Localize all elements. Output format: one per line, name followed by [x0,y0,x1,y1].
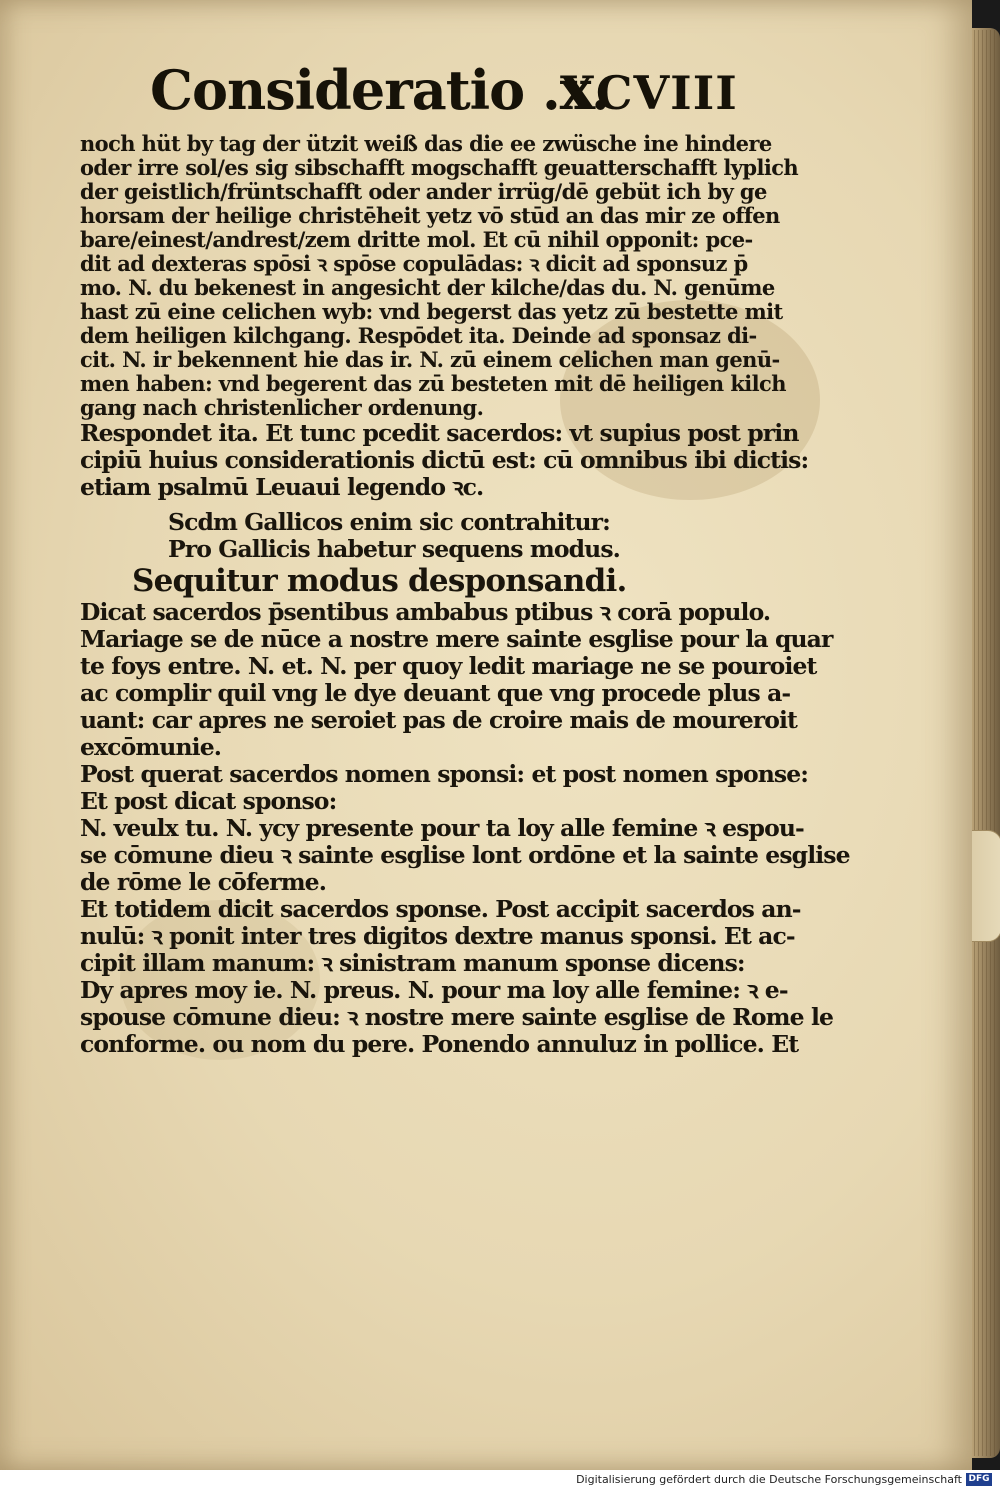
latin-block [80,419,809,501]
page-header [150,58,750,138]
text-line: Mariage se de nūce a nostre mere sainte esglise pour la quar [80,625,833,653]
text-line: cipit illam manum: ꝛ sinistram manum sponse dicens: [80,949,745,977]
text-line: spouse cōmune dieu: ꝛ nostre mere sainte esglise de Rome le [80,1003,834,1031]
text-line: noch hüt by tag der ützit weiß das die ee zwüsche ine hindere [80,131,772,156]
text-line: etiam psalmū Leuaui legendo ꝛc. [80,473,484,501]
text-line: hast zū eine celichen wyb: vnd begerst das yetz zū bestette mit [80,299,783,324]
text-line: Post querat sacerdos nomen sponsi: et post nomen sponse: [80,760,809,788]
text-line: gang nach christenlicher ordenung. [80,395,484,420]
text-line: Et post dicat sponso: [80,787,337,815]
running-head: Consideratio .x. [150,58,609,122]
rubric-line: Scdm Gallicos enim sic contrahitur: [168,508,610,536]
text-line: conforme. ou nom du pere. Ponendo annuluz in pollice. Et [80,1030,799,1058]
text-line: Et totidem dicit sacerdos sponse. Post accipit sacerdos an- [80,895,801,923]
text-line: cipiū huius considerationis dictū est: cū omnibus ibi dictis: [80,446,809,474]
text-line: N. veulx tu. N. ycy presente pour ta loy alle femine ꝛ espou- [80,814,804,842]
folio-number: XCVIII [560,66,738,120]
dfg-logo-icon: DFG [966,1473,992,1486]
text-line: men haben: vnd begerent das zū besteten mit dē heiligen kilch [80,371,786,396]
text-line: cit. N. ir bekennent hie das ir. N. zū einem celichen man genū- [80,347,780,372]
funding-credit: Digitalisierung gefördert durch die Deutsche Forschungsgemeinschaft [576,1473,962,1486]
rubric-block [80,509,760,563]
text-line: mo. N. du bekenest in angesicht der kilche/das du. N. genūme [80,275,775,300]
text-line: nulū: ꝛ ponit inter tres digitos dextre manus sponsi. Et ac- [80,922,795,950]
text-line: ac complir quil vng le dye deuant que vng procede plus a- [80,679,791,707]
french-block [80,598,850,1058]
german-block [80,131,799,420]
text-line: Dicat sacerdos p̄sentibus ambabus ptibus ꝛ corā populo. [80,598,771,626]
text-line: bare/einest/andrest/zem dritte mol. Et cū nihil opponit: pce- [80,227,753,252]
text-line: dem heiligen kilchgang. Respōdet ita. Deinde ad sponsaz di- [80,323,757,348]
page-text [80,131,850,1058]
text-line: te foys entre. N. et. N. per quoy ledit mariage ne se pouroiet [80,652,817,680]
footer-bar [0,1470,1000,1490]
text-line: der geistlich/früntschafft oder ander irrüg/dē gebüt ich by ge [80,179,767,204]
rubric-line: Pro Gallicis habetur sequens modus. [168,535,620,563]
text-line: Respondet ita. Et tunc pcedit sacerdos: vt supius post prin [80,419,799,447]
text-line: se cōmune dieu ꝛ sainte esglise lont ordōne et la sainte esglise [80,841,850,869]
text-line: excōmunie. [80,733,222,761]
text-line: horsam der heilige christēheit yetz vō stūd an das mir ze offen [80,203,780,228]
text-line: uant: car apres ne seroiet pas de croire mais de moureroit [80,706,798,734]
text-line: de rōme le cōferme. [80,868,327,896]
section-heading: Sequitur modus desponsandi. [132,563,627,599]
text-line: Dy apres moy ie. N. preus. N. pour ma loy alle femine: ꝛ e- [80,976,788,1004]
text-line: dit ad dexteras spōsi ꝛ spōse copulādas: ꝛ dicit ad sponsuz p̄ [80,251,748,276]
text-line: oder irre sol/es sig sibschafft mogschafft geuatterschafft lyplich [80,155,799,180]
